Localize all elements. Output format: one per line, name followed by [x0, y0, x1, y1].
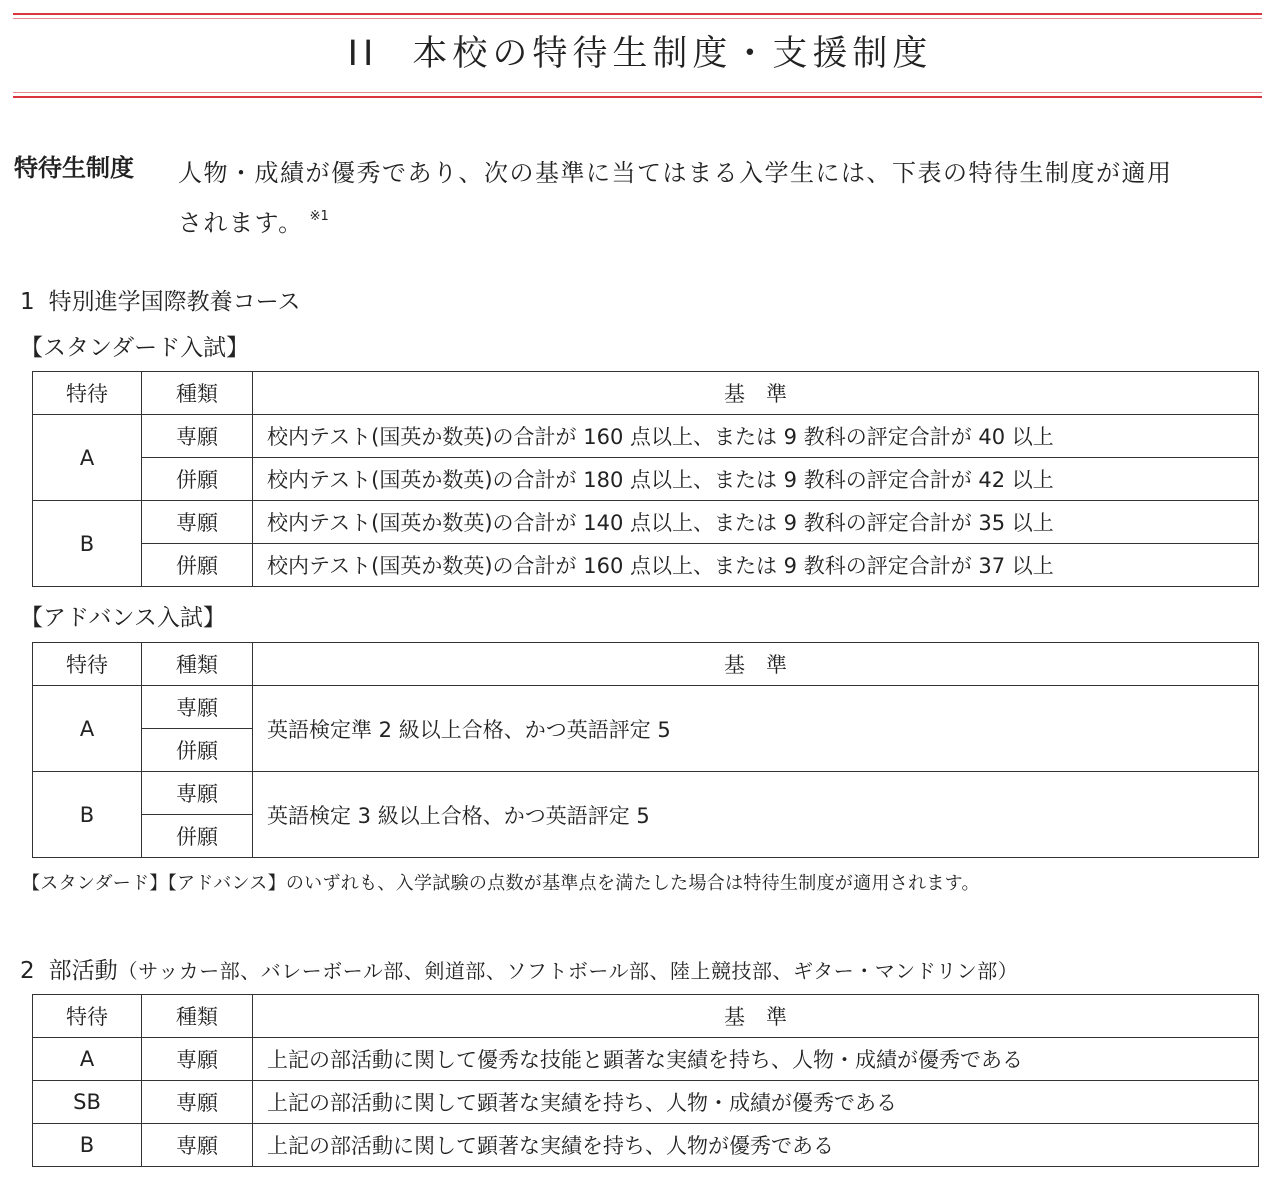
rank-cell: A — [33, 686, 142, 772]
header-criteria: 基 準 — [253, 995, 1259, 1038]
section2-title: 部活動 — [48, 958, 118, 984]
table-row — [33, 772, 1259, 815]
table-row — [33, 686, 1259, 729]
title-rule-top-inner — [13, 18, 1262, 19]
standard-exam-table — [32, 371, 1259, 587]
type-cell: 専願 — [142, 1081, 253, 1124]
criteria-cell: 校内テスト(国英か数英)の合計が 140 点以上、または 9 教科の評定合計が 35 以上 — [253, 501, 1259, 544]
header-type: 種類 — [142, 643, 253, 686]
section1-footnote: 【スタンダード】【アドバンス】のいずれも、入学試験の点数が基準点を満たした場合は特待生制度が適用されます。 — [22, 873, 980, 894]
table-row — [33, 458, 1259, 501]
section2-heading — [20, 956, 1018, 986]
criteria-cell: 校内テスト(国英か数英)の合計が 180 点以上、または 9 教科の評定合計が 42 以上 — [253, 458, 1259, 501]
type-cell: 専願 — [142, 415, 253, 458]
table-header-row — [33, 995, 1259, 1038]
title-rule-bottom-inner — [13, 92, 1262, 93]
page-title — [0, 32, 1280, 76]
type-cell: 専願 — [142, 772, 253, 815]
intro-label: 特待生制度 — [14, 154, 134, 182]
type-cell: 専願 — [142, 686, 253, 729]
intro-line-2 — [178, 195, 1266, 245]
section1-title: 特別進学国際教養コース — [48, 289, 301, 315]
header-type: 種類 — [142, 372, 253, 415]
type-cell: 専願 — [142, 501, 253, 544]
criteria-cell: 校内テスト(国英か数英)の合計が 160 点以上、または 9 教科の評定合計が 37 以上 — [253, 544, 1259, 587]
table-row — [33, 544, 1259, 587]
criteria-cell: 上記の部活動に関して顕著な実績を持ち、人物が優秀である — [253, 1124, 1259, 1167]
header-rank: 特待 — [33, 372, 142, 415]
criteria-cell: 英語検定 3 級以上合格、かつ英語評定 5 — [253, 772, 1259, 858]
title-numeral: II — [347, 34, 379, 74]
criteria-cell: 英語検定準 2 級以上合格、かつ英語評定 5 — [253, 686, 1259, 772]
rank-cell: B — [33, 772, 142, 858]
standard-exam-heading: 【スタンダード入試】 — [20, 335, 250, 361]
header-criteria: 基 準 — [253, 372, 1259, 415]
rank-cell: B — [33, 501, 142, 587]
table-row — [33, 415, 1259, 458]
table-header-row — [33, 643, 1259, 686]
type-cell: 併願 — [142, 729, 253, 772]
club-activity-table — [32, 994, 1259, 1167]
criteria-cell: 上記の部活動に関して顕著な実績を持ち、人物・成績が優秀である — [253, 1081, 1259, 1124]
header-type: 種類 — [142, 995, 253, 1038]
section2-club-list: （サッカー部、バレーボール部、剣道部、ソフトボール部、陸上競技部、ギター・マンドリン部） — [117, 959, 1019, 983]
header-criteria: 基 準 — [253, 643, 1259, 686]
criteria-cell: 校内テスト(国英か数英)の合計が 160 点以上、または 9 教科の評定合計が 40 以上 — [253, 415, 1259, 458]
type-cell: 併願 — [142, 458, 253, 501]
advance-exam-heading: 【アドバンス入試】 — [20, 605, 226, 631]
section1-number: 1 — [20, 289, 35, 315]
header-rank: 特待 — [33, 995, 142, 1038]
header-rank: 特待 — [33, 643, 142, 686]
intro-line-1: 人物・成績が優秀であり、次の基準に当てはまる入学生には、下表の特待生制度が適用 — [178, 159, 1173, 187]
table-row — [33, 1038, 1259, 1081]
advance-exam-table — [32, 642, 1259, 858]
intro-line-2-text: されます。 — [178, 209, 304, 237]
table-row — [33, 501, 1259, 544]
rank-cell: A — [33, 415, 142, 501]
table-row — [33, 1124, 1259, 1167]
section2-number: 2 — [20, 958, 35, 984]
type-cell: 併願 — [142, 544, 253, 587]
type-cell: 専願 — [142, 1038, 253, 1081]
rank-cell: B — [33, 1124, 142, 1167]
intro-text — [178, 151, 1266, 245]
rank-cell: SB — [33, 1081, 142, 1124]
type-cell: 専願 — [142, 1124, 253, 1167]
intro-footnote-mark: ※1 — [309, 209, 329, 224]
section1-heading — [20, 287, 301, 317]
title-text: 本校の特待生制度・支援制度 — [412, 34, 933, 74]
title-rule-top — [13, 13, 1262, 15]
table-header-row — [33, 372, 1259, 415]
title-rule-bottom — [13, 96, 1262, 98]
criteria-cell: 上記の部活動に関して優秀な技能と顕著な実績を持ち、人物・成績が優秀である — [253, 1038, 1259, 1081]
type-cell: 併願 — [142, 815, 253, 858]
table-row — [33, 1081, 1259, 1124]
rank-cell: A — [33, 1038, 142, 1081]
